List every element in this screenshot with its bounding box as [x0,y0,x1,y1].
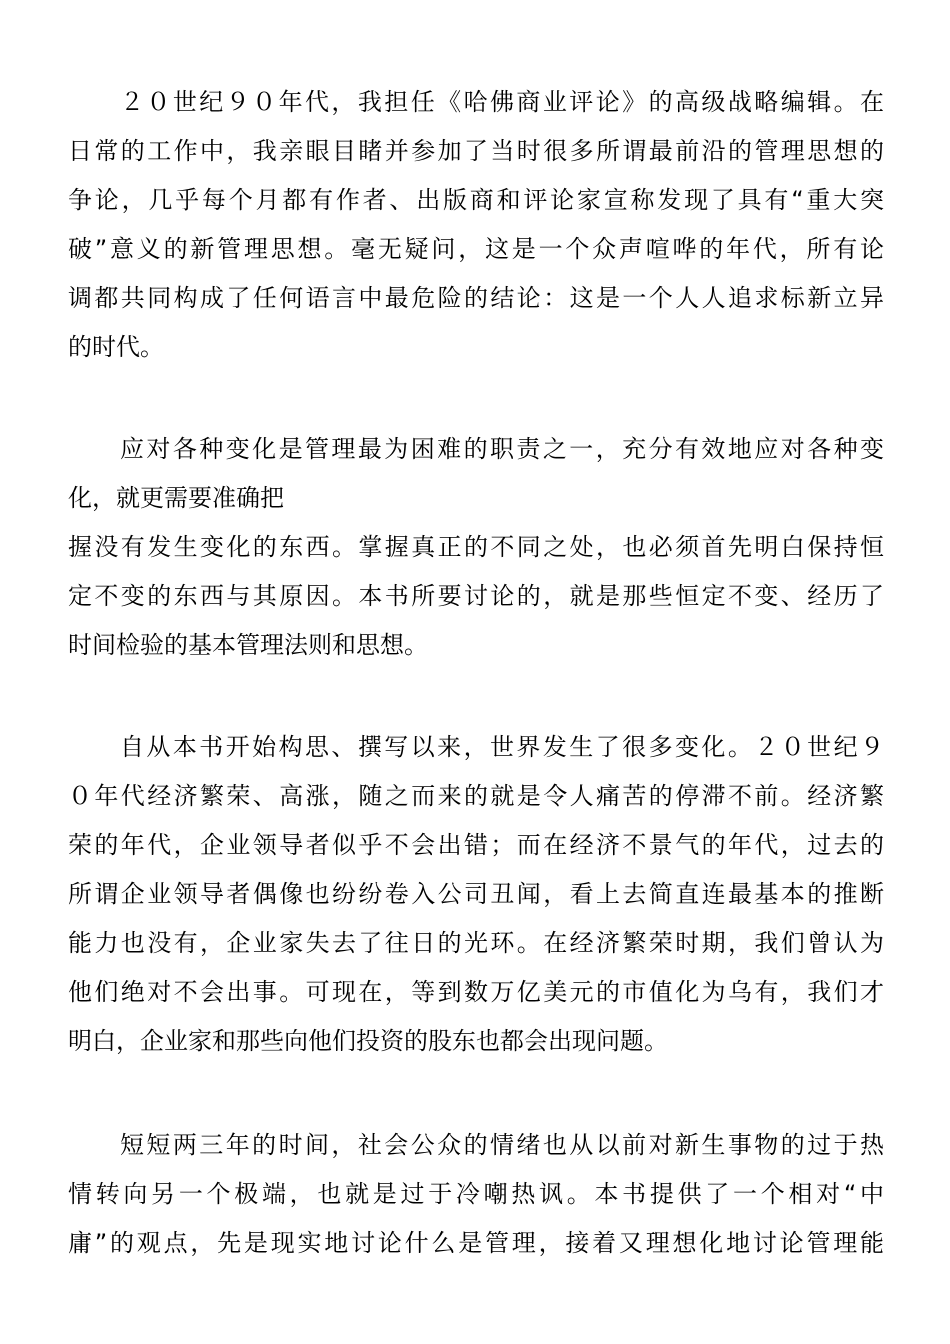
paragraph-line: 握没有发生变化的东西。掌握真正的不同之处，也必须首先明白保持恒 [68,533,884,561]
paragraph-line: 庸”的观点，先是现实地讨论什么是管理，接着又理想化地讨论管理能 [68,1229,884,1257]
paragraph-line: 所谓企业领导者偶像也纷纷卷入公司丑闻，看上去简直连最基本的推断 [68,880,884,908]
paragraph-4 [68,1121,884,1268]
paragraph-1 [68,78,884,372]
paragraph-line: 化，就更需要准确把 [68,484,284,512]
paragraph-line: ２０世纪９０年代，我担任《哈佛商业评论》的高级战略编辑。在 [120,88,884,116]
paragraph-line: 能力也没有，企业家失去了往日的光环。在经济繁荣时期，我们曾认为 [68,929,884,957]
paragraph-line: 明白，企业家和那些向他们投资的股东也都会出现问题。 [68,1027,668,1055]
paragraph-line: 争论，几乎每个月都有作者、出版商和评论家宣称发现了具有“重大突 [68,186,884,214]
paragraph-line: 定不变的东西与其原因。本书所要讨论的，就是那些恒定不变、经历了 [68,582,884,610]
paragraph-line: 调都共同构成了任何语言中最危险的结论：这是一个人人追求标新立异 [68,284,884,312]
paragraph-3 [68,723,884,1066]
paragraph-line: 荣的年代，企业领导者似乎不会出错；而在经济不景气的年代，过去的 [68,831,884,859]
paragraph-line: 自从本书开始构思、撰写以来，世界发生了很多变化。２０世纪９ [120,733,884,761]
paragraph-line: ０年代经济繁荣、高涨，随之而来的就是令人痛苦的停滞不前。经济繁 [68,782,884,810]
paragraph-line: 的时代。 [68,333,164,361]
paragraph-line: 破”意义的新管理思想。毫无疑问，这是一个众声喧哗的年代，所有论 [68,235,884,263]
paragraph-line: 他们绝对不会出事。可现在，等到数万亿美元的市值化为乌有，我们才 [68,978,884,1006]
paragraph-2 [68,425,884,670]
paragraph-line: 情转向另一个极端，也就是过于冷嘲热讽。本书提供了一个相对“中 [68,1180,884,1208]
paragraph-line: 短短两三年的时间，社会公众的情绪也从以前对新生事物的过于热 [120,1131,884,1159]
paragraph-line: 日常的工作中，我亲眼目睹并参加了当时很多所谓最前沿的管理思想的 [68,137,884,165]
paragraph-line: 应对各种变化是管理最为困难的职责之一，充分有效地应对各种变 [120,435,884,463]
paragraph-line: 时间检验的基本管理法则和思想。 [68,631,428,659]
